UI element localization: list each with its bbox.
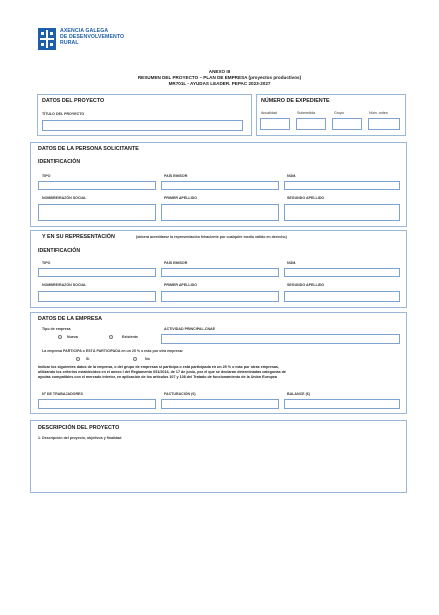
participation-no-label: No bbox=[145, 357, 150, 361]
applicant-number-field[interactable] bbox=[284, 181, 400, 190]
annex-label: ANEXO III bbox=[208, 69, 231, 74]
project-name-field[interactable] bbox=[42, 120, 243, 131]
order-number-label: Núm. orden bbox=[369, 111, 388, 115]
rep-surname1-label: PRIMER APELLIDO bbox=[164, 283, 198, 287]
description-section-title: DESCRIPCIÓN DEL PROYECTO bbox=[38, 425, 120, 431]
agency-logo bbox=[38, 28, 124, 50]
rep-surname2-field[interactable] bbox=[284, 291, 400, 302]
rep-type-label: TIPO bbox=[42, 261, 51, 265]
applicant-name-field[interactable] bbox=[38, 204, 156, 221]
applicant-type-field[interactable] bbox=[38, 181, 156, 190]
company-new-radio[interactable] bbox=[58, 335, 62, 339]
company-existing-label: Existente bbox=[122, 335, 138, 339]
project-name-label: TÍTULO DEL PROYECTO bbox=[42, 112, 85, 116]
applicant-name-label: NOMBRE/RAZÓN SOCIAL bbox=[42, 196, 87, 200]
applicant-number-label: NÚM. bbox=[287, 174, 297, 178]
group-field[interactable] bbox=[332, 118, 362, 130]
agency-name: AXENCIA GALEGA DE DESENVOLVEMENTO RURAL bbox=[60, 28, 125, 47]
indication-text-line2: utilizando los criterios establecidos en el anexo I del Reglamento 651/2014, de 17 de junio, por el que se declaran determinadas categorías de bbox=[38, 370, 286, 374]
rep-country-field[interactable] bbox=[161, 268, 279, 277]
workers-field[interactable] bbox=[38, 399, 156, 409]
rep-name-label: NOMBRE/RAZÓN SOCIAL bbox=[42, 283, 87, 287]
indication-text-line3: ayudas compatibles con el mercado interior, en aplicación de los artículos 107 y 108 del Tratado de funcionamiento de la Unión Europea bbox=[38, 375, 277, 379]
description-item-label: 1. Descripción del proyecto, objetivos y finalidad bbox=[38, 436, 122, 440]
order-number-field[interactable] bbox=[368, 118, 400, 130]
rep-type-field[interactable] bbox=[38, 268, 156, 277]
applicant-country-field[interactable] bbox=[161, 181, 279, 190]
annuality-field[interactable] bbox=[260, 118, 290, 130]
applicant-surname1-label: PRIMER APELLIDO bbox=[164, 196, 198, 200]
rep-number-label: NÚM. bbox=[287, 261, 297, 265]
rep-surname2-label: SEGUNDO APELLIDO bbox=[287, 283, 325, 287]
applicant-surname1-field[interactable] bbox=[161, 204, 279, 221]
applicant-surname2-field[interactable] bbox=[284, 204, 400, 221]
applicant-country-label: PAÍS EMISOR bbox=[164, 174, 188, 178]
applicant-surname2-label: SEGUNDO APELLIDO bbox=[287, 196, 325, 200]
submeasure-field[interactable] bbox=[296, 118, 326, 130]
participation-no-radio[interactable] bbox=[133, 357, 137, 361]
annuality-label: Anualidad bbox=[261, 111, 277, 115]
document-title: RESUMEN DEL PROYECTO – PLAN DE EMPRESA (proyectos productivos) bbox=[137, 75, 302, 80]
turnover-label: FACTURACIÓN (€) bbox=[164, 392, 196, 396]
document-code: MR701L - AYUDAS LEADER. PEPAC 2023-2027 bbox=[168, 81, 271, 86]
applicant-section-title: DATOS DE LA PERSONA SOLICITANTE bbox=[38, 146, 139, 152]
rep-surname1-field[interactable] bbox=[161, 291, 279, 302]
submeasure-label: Submedida bbox=[297, 111, 316, 115]
participation-yes-label: Sí bbox=[86, 357, 90, 361]
project-section-title: DATOS DEL PROYECTO bbox=[42, 98, 105, 104]
company-type-label: Tipo de empresa bbox=[42, 327, 71, 331]
file-number-title: NÚMERO DE EXPEDIENTE bbox=[261, 98, 330, 104]
applicant-identification-title: IDENTIFICACIÓN bbox=[38, 159, 81, 165]
balance-label: BALANCE (€) bbox=[287, 392, 310, 396]
group-label: Grupo bbox=[334, 111, 344, 115]
rep-name-field[interactable] bbox=[38, 291, 156, 302]
indication-text-line1: Indicar los siguientes datos de la empresa, o del grupo de empresas si participa o está participada en un 25 % o más por otras empresas, bbox=[38, 365, 279, 369]
applicant-type-label: TIPO bbox=[42, 174, 51, 178]
rep-number-field[interactable] bbox=[284, 268, 400, 277]
representation-note: (deberá acreditarse la representación fehaciente por cualquier medio válido en derecho) bbox=[136, 235, 287, 239]
company-new-label: Nueva bbox=[67, 335, 78, 339]
representation-title: Y EN SU REPRESENTACIÓN bbox=[42, 234, 115, 240]
activity-label: ACTIVIDAD PRINCIPAL-CNAE bbox=[164, 327, 216, 331]
participation-yes-radio[interactable] bbox=[76, 357, 80, 361]
participation-question: La empresa PARTICIPA o ESTÁ PARTICIPADA en un 25 % o más por otra empresa: bbox=[42, 349, 184, 353]
company-section-title: DATOS DE LA EMPRESA bbox=[38, 316, 102, 322]
representation-identification-title: IDENTIFICACIÓN bbox=[38, 248, 81, 254]
turnover-field[interactable] bbox=[161, 399, 279, 409]
rep-country-label: PAÍS EMISOR bbox=[164, 261, 188, 265]
description-textarea[interactable] bbox=[36, 442, 401, 488]
company-existing-radio[interactable] bbox=[109, 335, 113, 339]
activity-field[interactable] bbox=[161, 334, 400, 344]
balance-field[interactable] bbox=[284, 399, 400, 409]
workers-label: Nº DE TRABAJADORES bbox=[42, 392, 83, 396]
agency-emblem-icon bbox=[38, 28, 56, 50]
